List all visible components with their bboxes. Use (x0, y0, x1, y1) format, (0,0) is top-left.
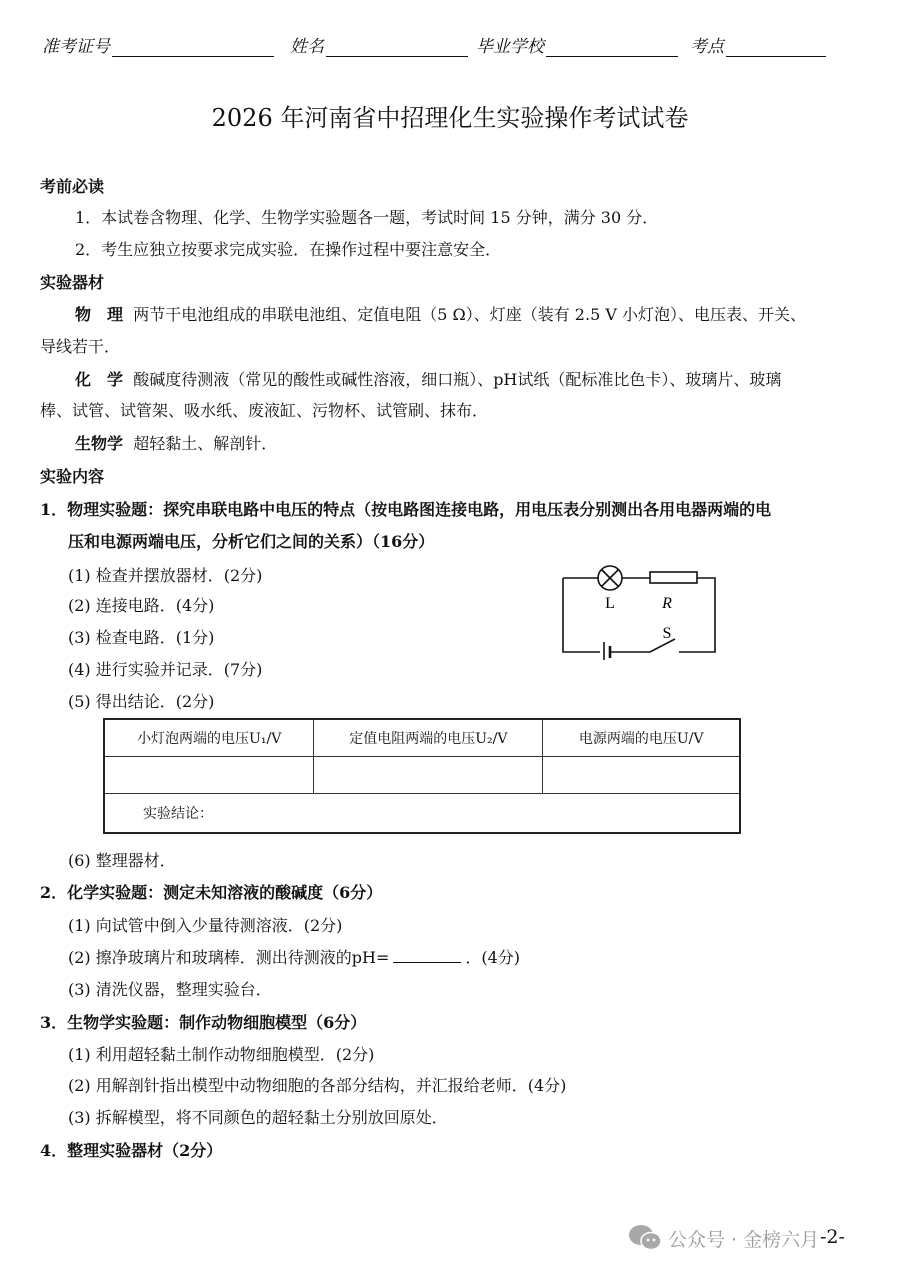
exam-id-blank (112, 40, 274, 57)
ph-answer-blank (393, 948, 461, 963)
step-text: (2) 擦净玻璃片和玻璃棒．测出待测液的pH= (68, 948, 390, 967)
field-label: 毕业学校 (476, 37, 544, 57)
page-number: -2- (820, 1226, 845, 1248)
text: 超轻黏土、解剖针． (133, 434, 278, 453)
step: (1) 检查并摆放器材．(2分) (68, 566, 263, 585)
step: (2) 连接电路．(4分) (68, 596, 215, 615)
label: 化 学 (75, 370, 124, 389)
exam-site-blank (726, 40, 826, 57)
question-title: 1．物理实验题：探究串联电路中电压的特点（按电路图连接电路，用电压表分别测出各用电器两端的电 (40, 500, 772, 519)
data-table (103, 718, 741, 834)
label: 物 理 (75, 305, 124, 324)
field-label: 考点 (690, 37, 724, 57)
section-heading: 实验器材 (40, 273, 105, 292)
step-text: ．(4分) (465, 948, 521, 967)
circuit-diagram (555, 560, 730, 660)
equipment-chemistry (75, 370, 781, 390)
field-label: 姓名 (290, 37, 324, 57)
question-title: 4．整理实验器材（2分） (40, 1141, 223, 1160)
notice-item: 1．本试卷含物理、化学、生物学实验题各一题，考试时间 15 分钟，满分 30 分． (75, 208, 659, 227)
section-heading: 考前必读 (40, 177, 105, 196)
table-cell[interactable] (314, 757, 543, 794)
resistor-icon (650, 572, 697, 583)
equipment-physics (75, 305, 806, 325)
step: (3) 清洗仪器，整理实验台． (68, 980, 272, 999)
candidate-info-header (42, 37, 834, 57)
step: (2) 用解剖针指出模型中动物细胞的各部分结构，并汇报给老师．(4分) (68, 1076, 567, 1095)
column-header: 电源两端的电压U/V (543, 719, 740, 757)
watermark-text: 公众号 · 金榜六月 (668, 1228, 820, 1251)
step: (4) 进行实验并记录．(7分) (68, 660, 263, 679)
conclusion-cell: 实验结论： (104, 794, 740, 834)
label: 生物学 (75, 434, 124, 453)
field-label: 准考证号 (42, 37, 110, 57)
question-title: 3．生物学实验题：制作动物细胞模型（6分） (40, 1013, 367, 1032)
equipment-biology (75, 434, 277, 454)
text: 两节干电池组成的串联电池组、定值电阻（5 Ω）、灯座（装有 2.5 V 小灯泡）、电压表、开关、 (133, 305, 806, 324)
watermark (628, 1224, 819, 1252)
column-header: 小灯泡两端的电压U₁/V (104, 719, 314, 757)
lamp-label: L (605, 595, 615, 612)
table-cell[interactable] (104, 757, 314, 794)
table-cell[interactable] (543, 757, 740, 794)
equipment-text: 导线若干． (40, 337, 121, 356)
step: (1) 利用超轻黏土制作动物细胞模型．(2分) (68, 1045, 375, 1064)
equipment-text: 棒、试管、试管架、吸水纸、废液缸、污物杯、试管刷、抹布． (40, 401, 489, 420)
step: (3) 检查电路．(1分) (68, 628, 215, 647)
page-title: 2026 年河南省中招理化生实验操作考试试卷 (211, 104, 689, 132)
resistor-label: R (662, 595, 672, 612)
switch-label: S (662, 625, 672, 642)
name-blank (326, 40, 468, 57)
step (68, 948, 520, 968)
question-title: 压和电源两端电压，分析它们之间的关系）（16分） (68, 532, 435, 551)
step: (5) 得出结论．(2分) (68, 692, 215, 711)
text: 酸碱度待测液（常见的酸性或碱性溶液，细口瓶）、pH试纸（配标准比色卡）、玻璃片、玻璃 (133, 370, 782, 389)
question-title: 2．化学实验题：测定未知溶液的酸碱度（6分） (40, 883, 383, 902)
notice-item: 2．考生应独立按要求完成实验．在操作过程中要注意安全． (75, 240, 502, 259)
step: (1) 向试管中倒入少量待测溶液．(2分) (68, 916, 343, 935)
section-heading: 实验内容 (40, 467, 105, 486)
wechat-icon (628, 1224, 662, 1252)
step: (3) 拆解模型，将不同颜色的超轻黏土分别放回原处． (68, 1108, 448, 1127)
column-header: 定值电阻两端的电压U₂/V (314, 719, 543, 757)
school-blank (546, 40, 678, 57)
step: (6) 整理器材． (68, 851, 176, 870)
